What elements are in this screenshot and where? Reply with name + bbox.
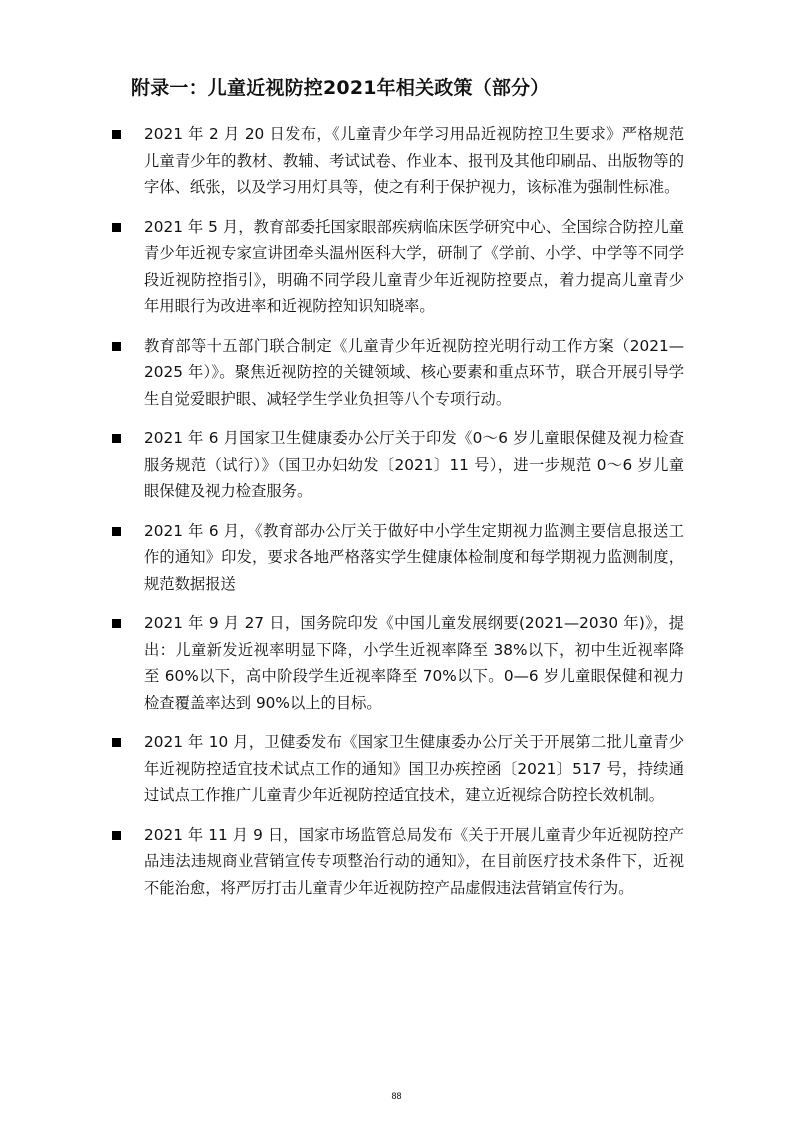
list-item-text: 教育部等十五部门联合制定《儿童青少年近视防控光明行动工作方案（2021—2025 年）》。聚焦近视防控的关键领域、核心要素和重点环节，联合开展引导学生自觉爱眼护眼、减轻学生学业负担等八个专项行动。 <box>144 336 684 408</box>
list-item-text: 2021 年 6 月，《教育部办公厅关于做好中小学生定期视力监测主要信息报送工作的通知》印发，要求各地严格落实学生健康体检制度和每学期视力监测制度，规范数据报送 <box>144 521 684 593</box>
list-item <box>112 214 684 320</box>
square-bullet-icon <box>112 738 121 747</box>
list-item-text: 2021 年 9 月 27 日，国务院印发《中国儿童发展纲要(2021—2030 年)》，提出：儿童新发近视率明显下降，小学生近视率降至 38%以下，初中生近视率降至 60%以下，高中阶段学生近视率降至 70%以下。0—6 岁儿童眼保健和视力检查覆盖率达到 90%以上的目标。 <box>144 614 684 712</box>
square-bullet-icon <box>112 434 121 443</box>
square-bullet-icon <box>112 342 121 351</box>
list-item <box>112 610 684 716</box>
list-item <box>112 729 684 809</box>
list-item-text: 2021 年 6 月国家卫生健康委办公厅关于印发《0～6 岁儿童眼保健及视力检查服务规范（试行）》（国卫办妇幼发〔2021〕11 号），进一步规范 0～6 岁儿童眼保健及视力检查服务。 <box>144 429 684 500</box>
list-item <box>112 518 684 598</box>
list-item-text: 2021 年 11 月 9 日，国家市场监管总局发布《关于开展儿童青少年近视防控产品违法违规商业营销宣传专项整治行动的通知》，在目前医疗技术条件下，近视不能治愈，将严厉打击儿童青少年近视防控产品虚假违法营销宣传行为。 <box>144 825 684 897</box>
square-bullet-icon <box>112 619 121 628</box>
list-item-text: 2021 年 10 月，卫健委发布《国家卫生健康委办公厅关于开展第二批儿童青少年近视防控适宜技术试点工作的通知》国卫办疾控函〔2021〕517 号，持续通过试点工作推广儿童青少年近视防控适宜技术，建立近视综合防控长效机制。 <box>144 733 684 804</box>
list-item-text: 2021 年 5 月，教育部委托国家眼部疾病临床医学研究中心、全国综合防控儿童青少年近视专家宣讲团牵头温州医科大学，研制了《学前、小学、中学等不同学段近视防控指引》，明确不同学段儿童青少年近视防控要点，着力提高儿童青少年用眼行为改进率和近视防控知识知晓率。 <box>144 217 684 315</box>
page-title: 附录一：儿童近视防控2021年相关政策（部分） <box>131 76 550 99</box>
square-bullet-icon <box>112 130 121 139</box>
square-bullet-icon <box>112 223 121 232</box>
list-item <box>112 425 684 505</box>
square-bullet-icon <box>112 527 121 536</box>
list-item-text: 2021 年 2 月 20 日发布，《儿童青少年学习用品近视防控卫生要求》严格规范儿童青少年的教材、教辅、考试试卷、作业本、报刊及其他印刷品、出版物等的字体、纸张，以及学习用灯具等，使之有利于保护视力，该标准为强制性标准。 <box>144 125 684 196</box>
list-item <box>112 121 684 201</box>
policy-list <box>112 121 684 914</box>
list-item <box>112 333 684 413</box>
list-item <box>112 822 684 902</box>
page-number: 88 <box>391 1091 402 1101</box>
square-bullet-icon <box>112 831 121 840</box>
